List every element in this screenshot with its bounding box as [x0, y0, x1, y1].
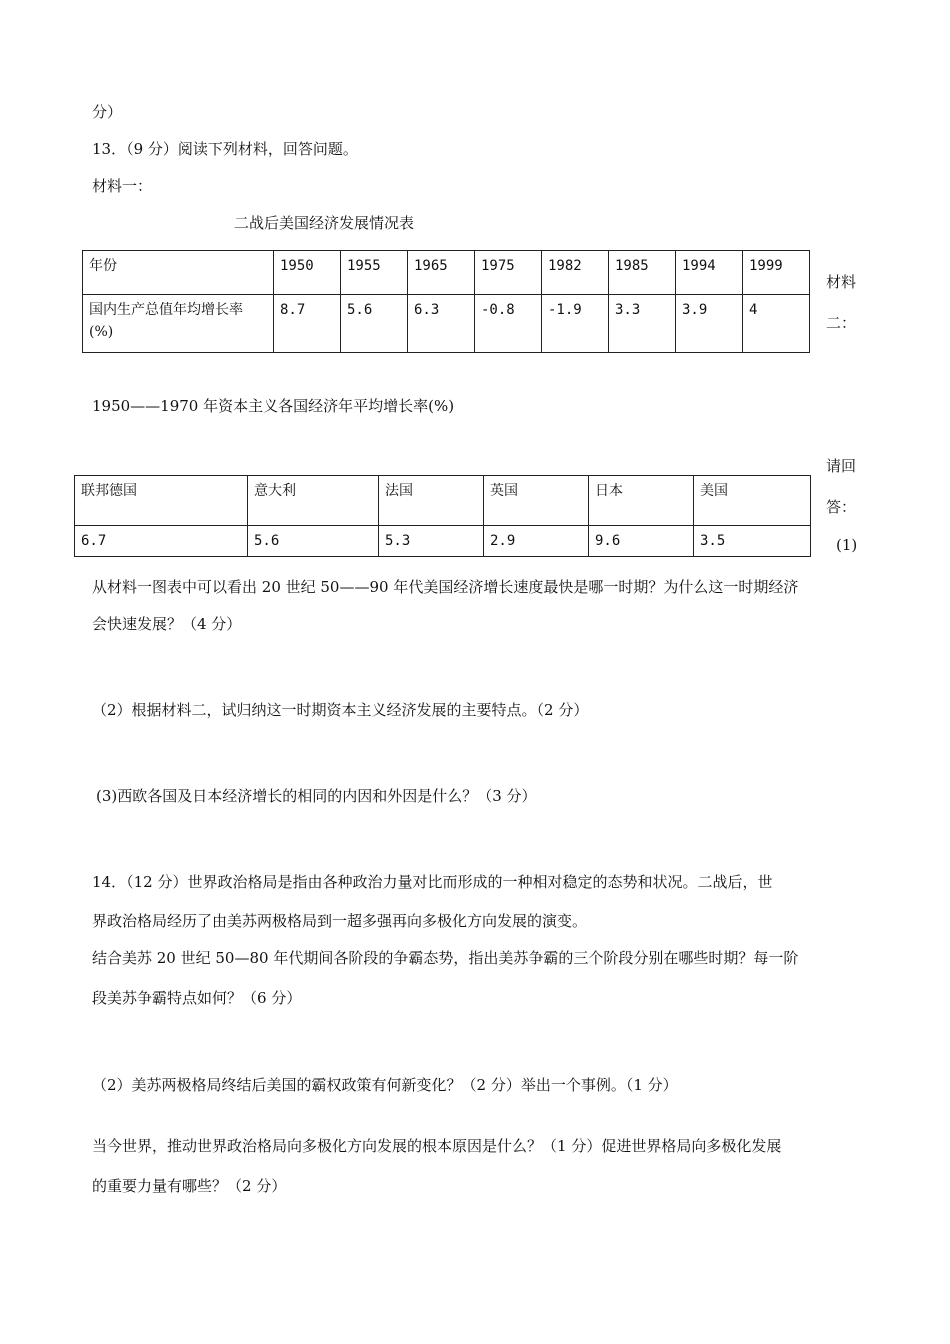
- question-14-3: 当今世界，推动世界政治格局向多极化方向发展的根本原因是什么？（1 分）促进世界格局向多极化发展: [92, 1137, 782, 1155]
- table-row: [75, 476, 811, 526]
- table-1-title: 二战后美国经济发展情况表: [234, 214, 415, 232]
- year-cell: 1965: [408, 251, 475, 295]
- material-2-title: 1950——1970 年资本主义各国经济年平均增长率(%): [92, 397, 455, 415]
- side-label: 材料: [826, 273, 857, 291]
- country-cell: 意大利: [248, 476, 379, 526]
- question-14-2: （2）美苏两极格局终结后美国的霸权政策有何新变化？（2 分）举出一个事例。（1 分）: [92, 1076, 678, 1094]
- question-14-heading-cont: 界政治格局经历了由美苏两极格局到一超多强再向多极化方向发展的演变。: [92, 912, 588, 930]
- value-cell: -1.9: [542, 295, 609, 353]
- country-cell: 法国: [379, 476, 484, 526]
- year-cell: 1985: [609, 251, 676, 295]
- table-row: [75, 526, 811, 557]
- table-header-cell: 年份: [83, 251, 274, 295]
- year-cell: 1955: [341, 251, 408, 295]
- value-cell: -0.8: [475, 295, 542, 353]
- row-label-cell: 国内生产总值年均增长率(%): [83, 295, 274, 353]
- question-14-heading: 14．（12 分）世界政治格局是指由各种政治力量对比而形成的一种相对稳定的态势和状况。二战后，世: [92, 873, 773, 891]
- country-cell: 日本: [589, 476, 694, 526]
- value-cell: 4: [743, 295, 810, 353]
- country-cell: 英国: [484, 476, 589, 526]
- value-cell: 8.7: [274, 295, 341, 353]
- value-cell: 3.9: [676, 295, 743, 353]
- year-cell: 1975: [475, 251, 542, 295]
- text-line: 分）: [92, 103, 123, 121]
- country-cell: 美国: [694, 476, 811, 526]
- growth-rate-table: [74, 475, 811, 557]
- question-14-3-cont: 的重要力量有哪些？（2 分）: [92, 1177, 287, 1195]
- question-13-3: (3)西欧各国及日本经济增长的相同的内因和外因是什么？（3 分）: [96, 787, 537, 805]
- question-14-1: 结合美苏 20 世纪 50—80 年代期间各阶段的争霸态势，指出美苏争霸的三个阶段分别在哪些时期？每一阶: [92, 949, 799, 967]
- side-label: 二：: [826, 314, 857, 332]
- value-cell: 3.5: [694, 526, 811, 557]
- us-economy-table: [82, 250, 810, 353]
- side-label: 请回: [826, 457, 857, 475]
- year-cell: 1999: [743, 251, 810, 295]
- side-label: (1): [836, 536, 858, 554]
- year-cell: 1994: [676, 251, 743, 295]
- question-13-2: （2）根据材料二，试归纳这一时期资本主义经济发展的主要特点。（2 分）: [92, 701, 589, 719]
- value-cell: 5.6: [341, 295, 408, 353]
- question-13-1-cont: 会快速发展？（4 分）: [92, 615, 242, 633]
- question-13-heading: 13．（9 分）阅读下列材料，回答问题。: [92, 140, 358, 158]
- value-cell: 5.6: [248, 526, 379, 557]
- value-cell: 6.7: [75, 526, 248, 557]
- table-row: [83, 295, 810, 353]
- table-row: [83, 251, 810, 295]
- value-cell: 6.3: [408, 295, 475, 353]
- side-label: 答：: [826, 498, 857, 516]
- question-13-1: 从材料一图表中可以看出 20 世纪 50——90 年代美国经济增长速度最快是哪一时期？为什么这一时期经济: [92, 578, 799, 596]
- material-1-label: 材料一：: [92, 177, 153, 195]
- value-cell: 9.6: [589, 526, 694, 557]
- question-14-1-cont: 段美苏争霸特点如何？（6 分）: [92, 989, 302, 1007]
- year-cell: 1982: [542, 251, 609, 295]
- country-cell: 联邦德国: [75, 476, 248, 526]
- year-cell: 1950: [274, 251, 341, 295]
- value-cell: 3.3: [609, 295, 676, 353]
- value-cell: 2.9: [484, 526, 589, 557]
- value-cell: 5.3: [379, 526, 484, 557]
